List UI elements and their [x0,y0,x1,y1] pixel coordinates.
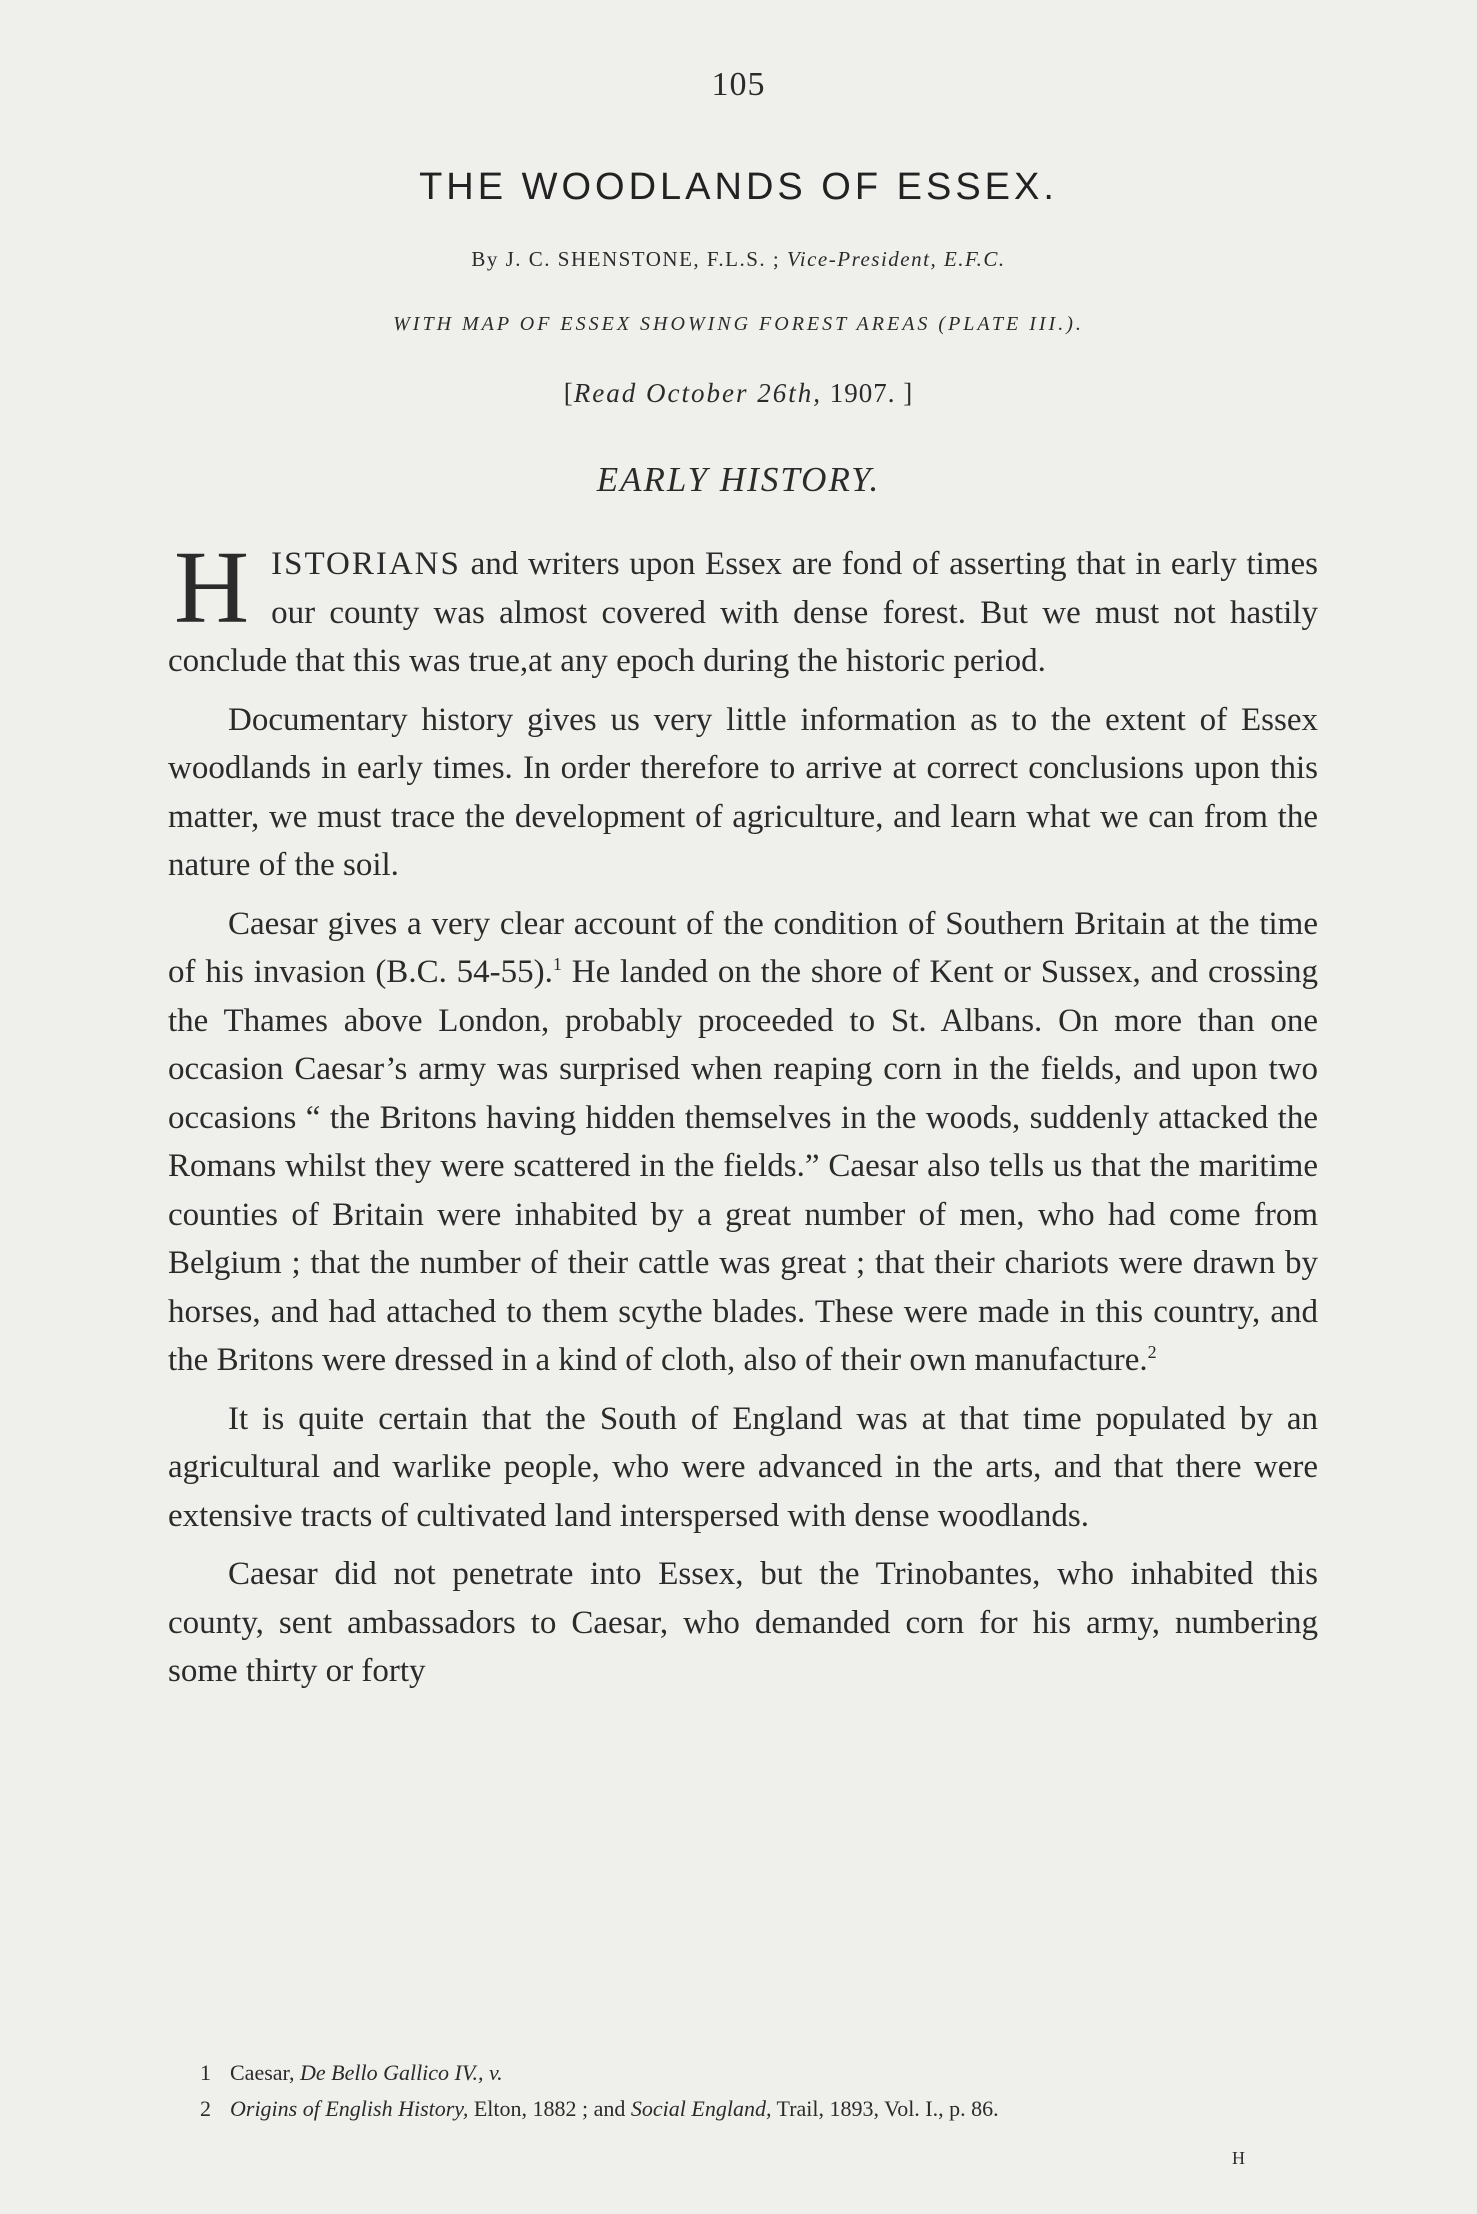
footnote-italic: De Bello Gallico IV., v. [299,2060,503,2085]
read-note-open: [ [563,378,574,408]
paragraph [168,900,1318,1385]
read-note [0,378,1477,409]
footnote-number: 1 [200,2060,211,2085]
byline-author: By J. C. SHENSTONE, F.L.S. ; [471,247,781,271]
read-note-date: Read October 26th, [573,378,822,408]
footnote-text: Caesar, [230,2060,300,2085]
article-title: THE WOODLANDS OF ESSEX. [419,166,1058,208]
section-heading: EARLY HISTORY. [596,460,881,499]
page-number: 105 [711,66,766,103]
paragraph-text: He landed on the shore of Kent or Sussex, and crossing the Thames above London, probably proceeded to St. Albans. On more than one occasion Caesar’s army was surprised when reaping corn in the fields, and upon two occasions “ the Britons having hidden themselves in the woods, suddenly attacked the Romans whilst they were scattered in the fields.” Caesar also tells us that the maritime counties of Britain were inhabited by a great number of men, who had come from Belgium ; that the number of their cattle was great ; that their chariots were drawn by horses, and had attached to them scythe blades. These were made in this country, and the Britons were dressed in a kind of cloth, also of their own manufacture. [168,954,1318,1378]
paragraph [168,530,1318,686]
paragraph [168,696,1318,890]
footnote [200,2091,1320,2127]
footnote-text: Elton, 1882 ; and [468,2096,631,2121]
paragraph [168,1550,1318,1696]
byline [0,247,1477,272]
paragraph-text: and writers upon Essex are fond of asserting that in early times our county was almost covered with dense forest. But we must not hastily conclude that this was true,at any epoch during the historic period. [168,546,1318,679]
drop-cap: H [174,530,250,645]
lead-word: ISTORIANS [271,546,461,582]
footnote-ref: 2 [1147,1342,1157,1362]
body-text [168,530,1318,1696]
footnotes [200,2055,1320,2127]
paragraph-text: Caesar gives a very clear account of the condition of Southern Britain at the time of his invasion (B.C. 54-55). [168,905,1318,990]
footnote-italic: Origins of English History, [230,2096,469,2121]
footnote-italic: Social England, [630,2096,772,2121]
footnote-ref: 1 [552,954,562,974]
signature-mark: H [1232,2148,1246,2168]
footnote [200,2055,1320,2091]
paragraph-text: It is quite certain that the South of England was at that time populated by an agricultural and warlike people, who were advanced in the arts, and that there were extensive tracts of cultivated land interspersed with dense woodlands. [168,1400,1318,1534]
read-note-year: 1907. ] [829,378,914,408]
footnote-text: Trail, 1893, Vol. I., p. 86. [771,2096,999,2121]
map-note: WITH MAP OF ESSEX SHOWING FOREST AREAS (PLATE III.). [393,313,1084,335]
paragraph-text: Caesar did not penetrate into Essex, but the Trinobantes, who inhabited this county, sent ambassadors to Caesar, who demanded corn for his army, numbering some thirty or forty [168,1556,1318,1689]
footnote-number: 2 [200,2096,211,2121]
byline-role: Vice-President, E.F.C. [787,247,1006,271]
paragraph [168,1395,1318,1541]
paragraph-text: Documentary history gives us very little information as to the extent of Essex woodlands in early times. In order therefore to arrive at correct conclusions upon this matter, we must trace the development of agriculture, and learn what we can from the nature of the soil. [168,701,1318,883]
